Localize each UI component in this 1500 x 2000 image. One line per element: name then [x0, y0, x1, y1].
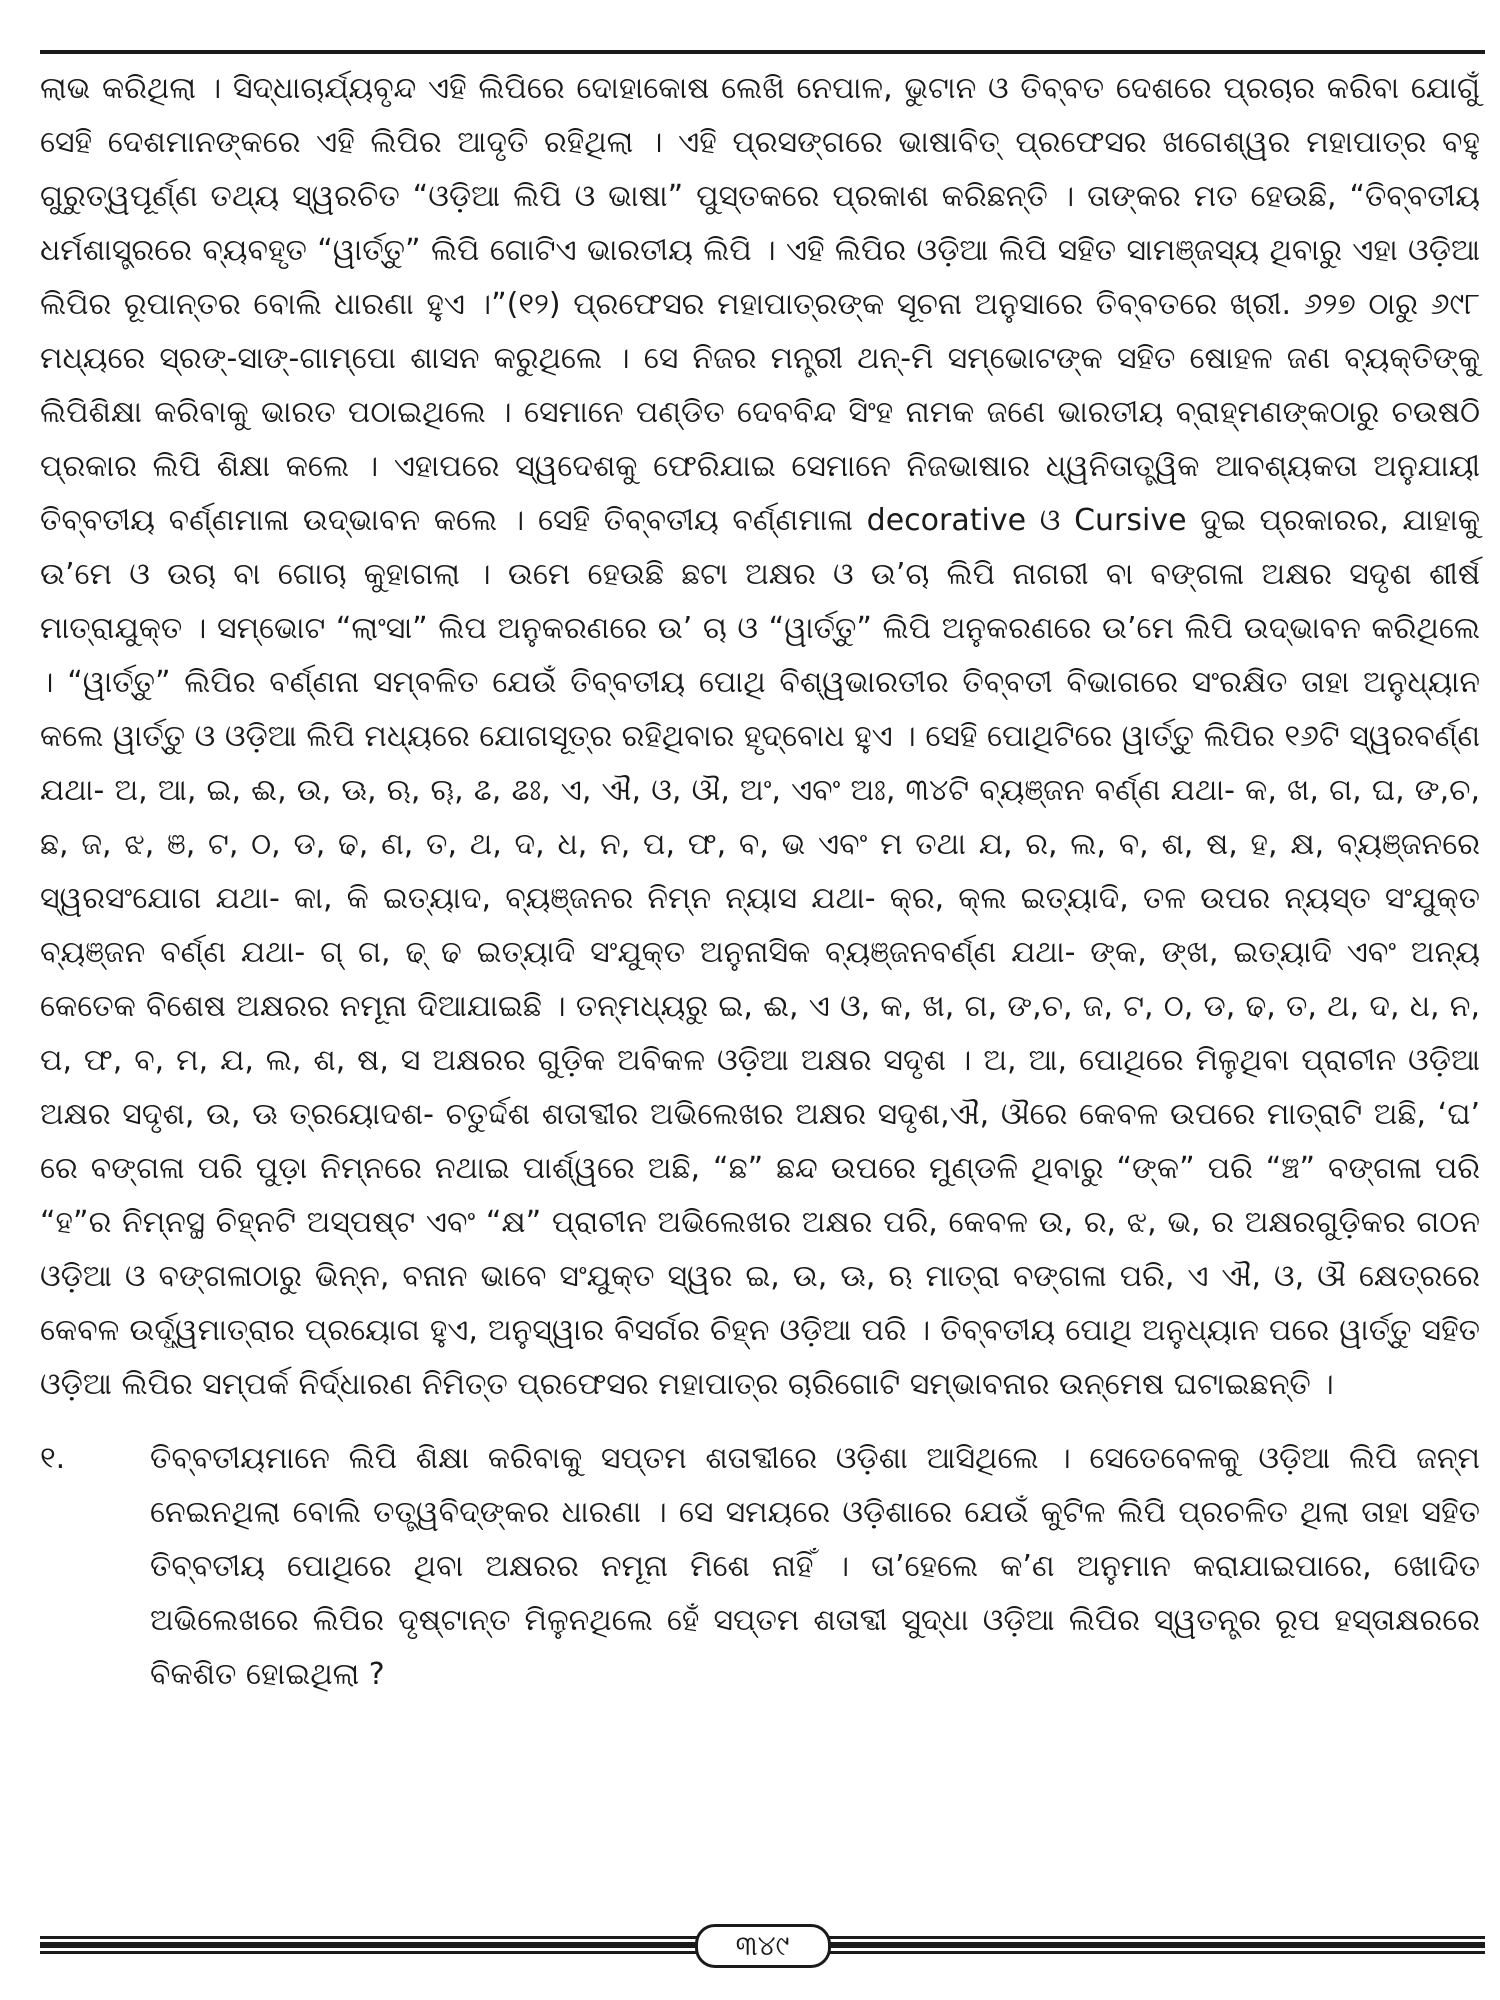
page-body	[40, 62, 1480, 1702]
top-rule	[40, 50, 1485, 54]
numbered-item	[40, 1432, 1480, 1702]
item-text: ତିବ୍ବତୀୟମାନେ ଲିପି ଶିକ୍ଷା କରିବାକୁ ସପ୍ତମ ଶତାବ୍ଦୀରେ ଓଡ଼ିଶା ଆସିଥିଲେ । ସେତେବେଳକୁ ଓଡ଼ିଆ ଲିପି ଜନ୍ମ ନେଇନଥିଲା ବୋଲି ତତ୍ତ୍ୱବିଦ୍‌ଙ୍କର ଧାରଣା । ସେ ସମୟରେ ଓଡ଼ିଶାରେ ଯେଉଁ କୁଟିଳ ଲିପି ପ୍ରଚଳିତ ଥିଲା ତାହା ସହିତ ତିବ୍ବତୀୟ ପୋଥିରେ ଥିବା ଅକ୍ଷରର ନମୂନା ମିଶେ ନାହିଁ । ତା’ହେଲେ କ’ଣ ଅନୁମାନ କରାଯାଇପାରେ, ଖୋଦିତ ଅଭିଲେଖରେ ଲିପିର ଦୃଷ୍ଟାନ୍ତ ମିଳୁନଥିଲେ ହେଁ ସପ୍ତମ ଶତାବ୍ଦୀ ସୁଦ୍ଧା ଓଡ଼ିଆ ଲିପିର ସ୍ୱତନ୍ତ୍ର ରୂପ ହସ୍ତାକ୍ଷରରେ ବିକଶିତ ହୋଇଥିଲା ?	[150, 1441, 1480, 1692]
item-number: ୧.	[40, 1441, 66, 1476]
body-paragraph: ଲାଭ କରିଥିଲା । ସିଦ୍ଧାଚାର୍ଯ୍ୟବୃନ୍ଦ ଏହି ଲିପିରେ ଦୋହାକୋଷ ଲେଖି ନେପାଳ, ଭୁଟାନ ଓ ତିବ୍ବତ ଦେଶରେ ପ୍ରଚାର କରିବା ଯୋଗୁଁ ସେହି ଦେଶମାନଙ୍କରେ ଏହି ଲିପିର ଆଦୃତି ରହିଥିଲା । ଏହି ପ୍ରସଙ୍ଗରେ ଭାଷାବିତ୍ ପ୍ରଫେସର ଖଗେଶ୍ୱର ମହାପାତ୍ର ବହୁ ଗୁରୁତ୍ୱପୂର୍ଣ୍ଣ ତଥ୍ୟ ସ୍ୱରଚିତ “ଓଡ଼ିଆ ଲିପି ଓ ଭାଷା” ପୁସ୍ତକରେ ପ୍ରକାଶ କରିଛନ୍ତି । ତାଙ୍କର ମତ ହେଉଛି, “ତିବ୍ବତୀୟ ଧର୍ମଶାସ୍ତ୍ରରେ ବ୍ୟବହୃତ “ୱାର୍ତ୍ତୁ” ଲିପି ଗୋଟିଏ ଭାରତୀୟ ଲିପି । ଏହି ଲିପିର ଓଡ଼ିଆ ଲିପି ସହିତ ସାମଞ୍ଜସ୍ୟ ଥିବାରୁ ଏହା ଓଡ଼ିଆ ଲିପିର ରୂପାନ୍ତର ବୋଲି ଧାରଣା ହୁଏ ।”(୧୨) ପ୍ରଫେସର ମହାପାତ୍ରଙ୍କ ସୂଚନା ଅନୁସାରେ ତିବ୍ବତରେ ଖ୍ରୀ. ୬୨୭ ଠାରୁ ୬୯୮ ମଧ୍ୟରେ ସ୍ରଙ୍-ସାଙ୍-ଗାମ୍ପୋ ଶାସନ କରୁଥିଲେ । ସେ ନିଜର ମନ୍ତ୍ରୀ ଥନ୍-ମି ସମ୍ଭୋଟଙ୍କ ସହିତ ଷୋହଳ ଜଣ ବ୍ୟକ୍ତିଙ୍କୁ ଲିପିଶିକ୍ଷା କରିବାକୁ ଭାରତ ପଠାଇଥିଲେ । ସେମାନେ ପଣ୍ଡିତ ଦେବବିନ୍ଦ ସିଂହ ନାମକ ଜଣେ ଭାରତୀୟ ବ୍ରାହ୍ମଣଙ୍କଠାରୁ ଚଉଷଠି ପ୍ରକାର ଲିପି ଶିକ୍ଷା କଲେ । ଏହାପରେ ସ୍ୱଦେଶକୁ ଫେରିଯାଇ ସେମାନେ ନିଜଭାଷାର ଧ୍ୱନିତାତ୍ତ୍ୱିକ ଆବଶ୍ୟକତା ଅନୁଯାୟୀ ତିବ୍ବତୀୟ ବର୍ଣ୍ଣମାଳା ଉଦ୍ଭାବନ କଲେ । ସେହି ତିବ୍ବତୀୟ ବର୍ଣ୍ଣମାଳା decorative ଓ Cursive ଦୁଇ ପ୍ରକାରର, ଯାହାକୁ ଉ’ମେ ଓ ଉଚା ବା ଗୋଚା କୁହାଗଲା । ଉମେ ହେଉଛି ଛଟା ଅକ୍ଷର ଓ ଉ’ଚା ଲିପି ନାଗରୀ ବା ବଙ୍ଗଳା ଅକ୍ଷର ସଦୃଶ ଶୀର୍ଷ ମାତ୍ରାଯୁକ୍ତ । ସମ୍ଭୋଟ “ଲାଂସା” ଲିପ ଅନୁକରଣରେ ଉ’ ଚା ଓ “ୱାର୍ତ୍ତୁ” ଲିପି ଅନୁକରଣରେ ଉ’ମେ ଲିପି ଉଦ୍ଭାବନ କରିଥିଲେ । “ୱାର୍ତ୍ତୁ” ଲିପିର ବର୍ଣ୍ଣନା ସମ୍ବଳିତ ଯେଉଁ ତିବ୍ବତୀୟ ପୋଥି ବିଶ୍ୱଭାରତୀର ତିବ୍ବତୀ ବିଭାଗରେ ସଂରକ୍ଷିତ ତାହା ଅନୁଧ୍ୟାନ କଲେ ୱାର୍ତ୍ତୁ ଓ ଓଡ଼ିଆ ଲିପି ମଧ୍ୟରେ ଯୋଗସୂତ୍ର ରହିଥିବାର ହୃଦ୍‌ବୋଧ ହୁଏ । ସେହି ପୋଥିଟିରେ ୱାର୍ତ୍ତୁ ଲିପିର ୧୬ଟି ସ୍ୱରବର୍ଣ୍ଣ ଯଥା- ଅ, ଆ, ଇ, ଈ, ଉ, ଊ, ଋ, ୠ, ଌ, ଌଃ, ଏ, ଐ, ଓ, ଔ, ଅଂ, ଏବଂ ଅଃ, ୩୪ଟି ବ୍ୟଞ୍ଜନ ବର୍ଣ୍ଣ ଯଥା- କ, ଖ, ଗ, ଘ, ଙ,ଚ, ଛ, ଜ, ଝ, ଞ, ଟ, ଠ, ଡ, ଢ, ଣ, ତ, ଥ, ଦ, ଧ, ନ, ପ, ଫ, ବ, ଭ ଏବଂ ମ ତଥା ଯ, ର, ଲ, ବ, ଶ, ଷ, ହ, କ୍ଷ, ବ୍ୟଞ୍ଜନରେ ସ୍ୱରସଂଯୋଗ ଯଥା- କା, କି ଇତ୍ୟାଦ, ବ୍ୟଞ୍ଜନର ନିମ୍ନ ନ୍ୟାସ ଯଥା- କ୍ର, କ୍ଲ ଇତ୍ୟାଦି, ତଳ ଉପର ନ୍ୟସ୍ତ ସଂଯୁକ୍ତ ବ୍ୟଞ୍ଜନ ବର୍ଣ୍ଣ ଯଥା- ଗ୍ ଗ, ଢ୍ ଢ ଇତ୍ୟାଦି ସଂଯୁକ୍ତ ଅନୁନାସିକ ବ୍ୟଞ୍ଜନବର୍ଣ୍ଣ ଯଥା- ଙ୍କ, ଙ୍ଖ, ଇତ୍ୟାଦି ଏବଂ ଅନ୍ୟ କେତେକ ବିଶେଷ ଅକ୍ଷରର ନମୂନା ଦିଆଯାଇଛି । ତନ୍ମଧ୍ୟରୁ ଇ, ଈ, ଏ ଓ, କ, ଖ, ଗ, ଙ,ଚ, ଜ, ଟ, ଠ, ଡ, ଢ, ତ, ଥ, ଦ, ଧ, ନ, ପ, ଫ, ବ, ମ, ଯ, ଲ, ଶ, ଷ, ସ ଅକ୍ଷରର ଗୁଡ଼ିକ ଅବିକଳ ଓଡ଼ିଆ ଅକ୍ଷର ସଦୃଶ । ଅ, ଆ, ପୋଥିରେ ମିଳୁଥିବା ପ୍ରାଚୀନ ଓଡ଼ିଆ ଅକ୍ଷର ସଦୃଶ, ଉ, ଊ ତ୍ରୟୋଦଶ- ଚତୁର୍ଦ୍ଦଶ ଶତାବ୍ଦୀର ଅଭିଲେଖର ଅକ୍ଷର ସଦୃଶ,ଐ, ଔରେ କେବଳ ଉପରେ ମାତ୍ରାଟି ଅଛି, ‘ଘ’ ରେ ବଙ୍ଗଳା ପରି ପୁଡ଼ା ନିମ୍ନରେ ନଥାଇ ପାର୍ଶ୍ୱରେ ଅଛି, “ଛ” ଛନ୍ଦ ଉପରେ ମୁଣ୍ଡଳି ଥିବାରୁ “ଙ୍କ” ପରି “ଞ୍ଚ” ବଙ୍ଗଳା ପରି “ହ”ର ନିମ୍ନସ୍ଥ ଚିହ୍ନଟି ଅସ୍ପଷ୍ଟ ଏବଂ “କ୍ଷ” ପ୍ରାଚୀନ ଅଭିଲେଖର ଅକ୍ଷର ପରି, କେବଳ ଉ, ର, ଝ, ଭ, ର ଅକ୍ଷରଗୁଡ଼ିକର ଗଠନ ଓଡ଼ିଆ ଓ ବଙ୍ଗଳାଠାରୁ ଭିନ୍ନ, ବନାନ ଭାବେ ସଂଯୁକ୍ତ ସ୍ୱର ଇ, ଉ, ଊ, ଋ ମାତ୍ରା ବଙ୍ଗଳା ପରି, ଏ ଐ, ଓ, ଔ କ୍ଷେତ୍ରରେ କେବଳ ଉର୍ଦ୍ଧ୍ୱମାତ୍ରାର ପ୍ରୟୋଗ ହୁଏ, ଅନୁସ୍ୱାର ବିସର୍ଗର ଚିହ୍ନ ଓଡ଼ିଆ ପରି । ତିବ୍ବତୀୟ ପୋଥି ଅନୁଧ୍ୟାନ ପରେ ୱାର୍ତ୍ତୁ ସହିତ ଓଡ଼ିଆ ଲିପିର ସମ୍ପର୍କ ନିର୍ଦ୍ଧାରଣ ନିମିତ୍ତ ପ୍ରଫେସର ମହାପାତ୍ର ଚାରିଗୋଟି ସମ୍ଭାବନାର ଉନ୍ମେଷ ଘଟାଇଛନ୍ତି ।	[40, 71, 1480, 1402]
page-number: ୩୪୯	[695, 1924, 831, 1968]
page-footer	[40, 1924, 1485, 1964]
